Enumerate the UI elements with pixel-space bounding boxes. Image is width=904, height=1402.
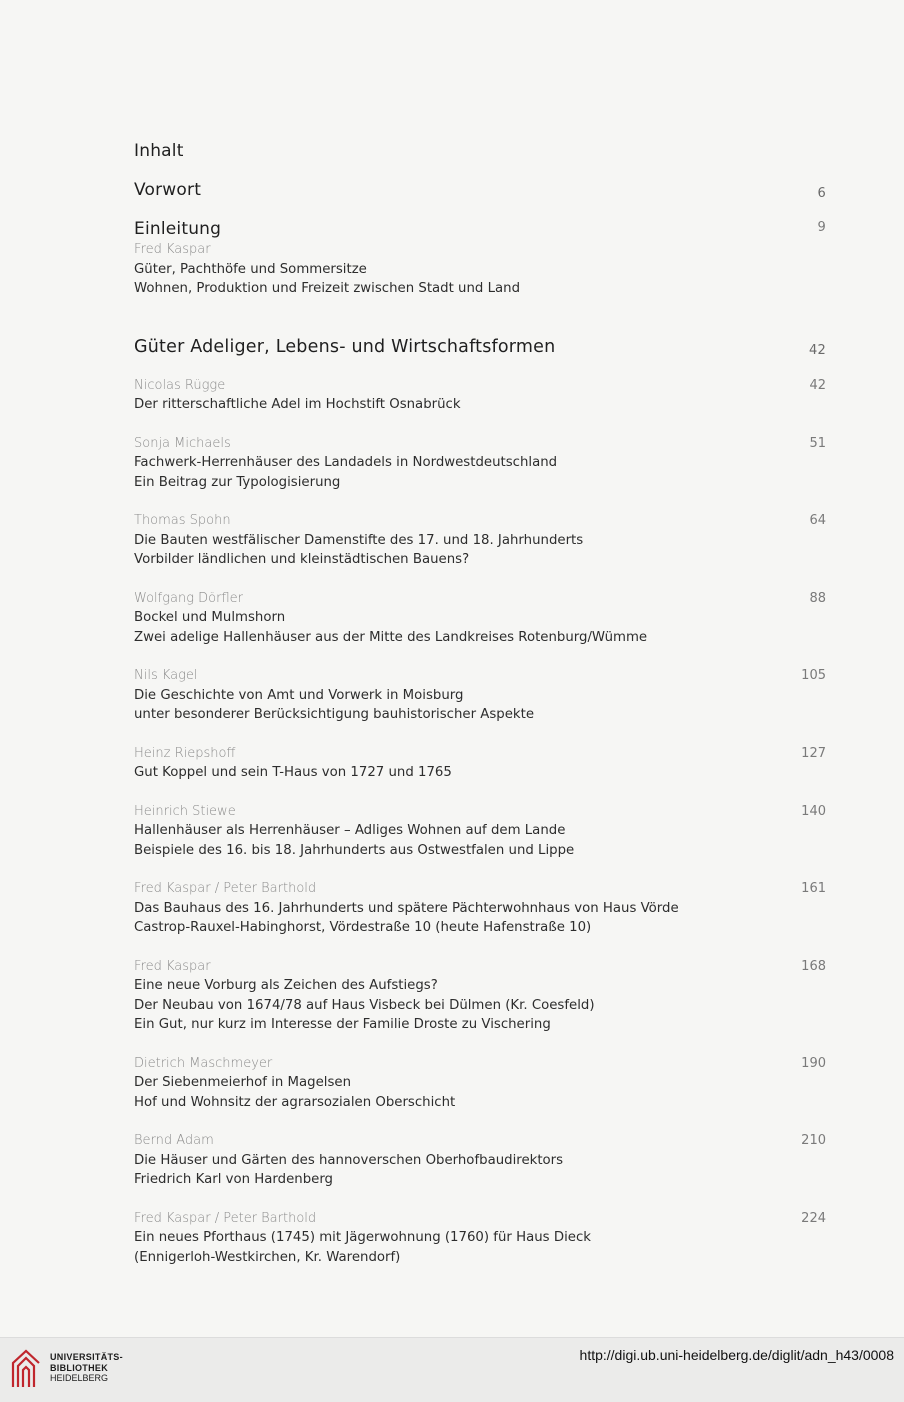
page-number: 51 (809, 435, 826, 451)
entry-subtitle-line: Ein Gut, nur kurz im Interesse der Familie Droste zu Vischering (134, 1017, 551, 1032)
toc-title-text: Inhalt (134, 141, 184, 161)
page-number: 42 (809, 342, 826, 358)
entry-author: Thomas Spohn (134, 513, 231, 528)
entry-author: Sonja Michaels (134, 435, 231, 451)
entry-author: Fred Kaspar (134, 242, 211, 257)
toc-entry (134, 957, 834, 1035)
entry-subtitle-line: Friedrich Karl von Hardenberg (134, 1172, 333, 1187)
entry-author: Fred Kaspar / Peter Barthold (134, 1210, 317, 1226)
entry-subtitle-line: Zwei adelige Hallenhäuser aus der Mitte des Landkreises Rotenburg/Wümme (134, 629, 648, 645)
library-name-line: HEIDELBERG (50, 1373, 109, 1383)
toc-entry (134, 511, 834, 570)
entry-author: Bernd Adam (134, 1133, 214, 1148)
library-name-line: UNIVERSITÄTS- (50, 1352, 123, 1362)
entry-title-line: Die Bauten westfälischer Damenstifte des 17. und 18. Jahrhunderts (134, 532, 584, 548)
page-number: 64 (809, 513, 826, 528)
entry-subtitle-line: Ein Beitrag zur Typologisierung (134, 474, 341, 490)
entry-title-line: Gut Koppel und sein T-Haus von 1727 und 1765 (134, 765, 452, 780)
entry-author: Dietrich Maschmeyer (134, 1055, 273, 1071)
entry-subtitle-line: unter besonderer Berücksichtigung bauhistorischer Aspekte (134, 707, 535, 722)
entry-subtitle-line: Vorbilder ländlichen und kleinstädtischen Bauens? (134, 552, 470, 567)
page-number: 190 (801, 1055, 826, 1071)
page-number: 9 (817, 220, 826, 235)
entry-author: Fred Kaspar (134, 958, 211, 974)
entry-title-line: Das Bauhaus des 16. Jahrhunderts und spätere Pächterwohnhaus von Haus Vörde (134, 900, 679, 916)
toc-entry (134, 879, 834, 938)
toc-entry (134, 589, 834, 648)
entry-author: Heinrich Stiewe (134, 803, 236, 819)
entry-title: Vorwort (134, 180, 202, 200)
entry-title-line: Der Siebenmeierhof in Magelsen (134, 1075, 352, 1090)
library-name (50, 1352, 123, 1384)
entry-author: Nicolas Rügge (134, 377, 226, 393)
toc-title (134, 140, 834, 162)
entry-author: Heinz Riepshoff (134, 745, 236, 761)
page-number: 224 (801, 1210, 826, 1226)
entry-subtitle-line: Beispiele des 16. bis 18. Jahrhunderts aus Ostwestfalen und Lippe (134, 842, 575, 858)
entry-title-line: Bockel und Mulmshorn (134, 610, 286, 625)
table-of-contents (134, 140, 834, 1286)
entry-subtitle-line: Hof und Wohnsitz der agrarsozialen Oberschicht (134, 1094, 456, 1110)
entry-title-line: Güter, Pachthöfe und Sommersitze (134, 261, 367, 277)
source-url[interactable]: http://digi.ub.uni-heidelberg.de/diglit/adn_h43/0008 (579, 1347, 894, 1363)
page-number: 168 (801, 958, 826, 974)
entry-title-line: Der ritterschaftliche Adel im Hochstift Osnabrück (134, 397, 461, 412)
toc-entry (134, 1209, 834, 1268)
page-number: 105 (801, 668, 826, 683)
page-number: 127 (801, 745, 826, 761)
entry-heading (134, 218, 834, 240)
entry-subtitle-line: Der Neubau von 1674/78 auf Haus Visbeck bei Dülmen (Kr. Coesfeld) (134, 997, 595, 1013)
entry-title: Einleitung (134, 219, 222, 239)
section-heading (134, 336, 834, 358)
entry-author: Fred Kaspar / Peter Barthold (134, 881, 317, 896)
footer-bar (0, 1337, 904, 1402)
toc-entry (134, 802, 834, 861)
page-number: 6 (817, 186, 826, 201)
page-number: 161 (801, 881, 826, 896)
entry-author: Nils Kagel (134, 668, 198, 683)
toc-entry (134, 434, 834, 493)
entry-title-line: Hallenhäuser als Herrenhäuser – Adliges Wohnen auf dem Lande (134, 823, 566, 838)
toc-entry (134, 1054, 834, 1113)
page-number: 88 (809, 590, 826, 606)
library-name-line: BIBLIOTHEK (50, 1362, 108, 1373)
toc-entry-vorwort (134, 179, 834, 201)
entry-subtitle-line: Castrop-Rauxel-Habinghorst, Vördestraße 10 (heute Hafenstraße 10) (134, 920, 592, 935)
entry-subtitle-line: (Ennigerloh-Westkirchen, Kr. Warendorf) (134, 1249, 401, 1265)
entry-title-line: Die Häuser und Gärten des hannoverschen Oberhofbaudirektors (134, 1152, 564, 1168)
article-list (134, 376, 834, 1268)
page-number: 140 (801, 803, 826, 819)
toc-entry (134, 376, 834, 415)
entry-title-line: Fachwerk-Herrenhäuser des Landadels in Nordwestdeutschland (134, 455, 558, 470)
toc-entry (134, 744, 834, 783)
ub-heidelberg-logo-icon (10, 1347, 42, 1391)
entry-title-line: Ein neues Pforthaus (1745) mit Jägerwohnung (1760) für Haus Dieck (134, 1230, 591, 1245)
entry-subtitle-line: Wohnen, Produktion und Freizeit zwischen Stadt und Land (134, 281, 521, 296)
page-number: 42 (809, 377, 826, 393)
toc-entry (134, 666, 834, 725)
entry-title-line: Die Geschichte von Amt und Vorwerk in Moisburg (134, 687, 464, 703)
page-number: 210 (801, 1133, 826, 1148)
entry-title-line: Eine neue Vorburg als Zeichen des Aufstiegs? (134, 978, 438, 993)
toc-entry (134, 1131, 834, 1190)
toc-entry-einleitung (134, 218, 834, 299)
section-title: Güter Adeliger, Lebens- und Wirtschaftsformen (134, 336, 556, 357)
entry-author: Wolfgang Dörfler (134, 590, 244, 606)
